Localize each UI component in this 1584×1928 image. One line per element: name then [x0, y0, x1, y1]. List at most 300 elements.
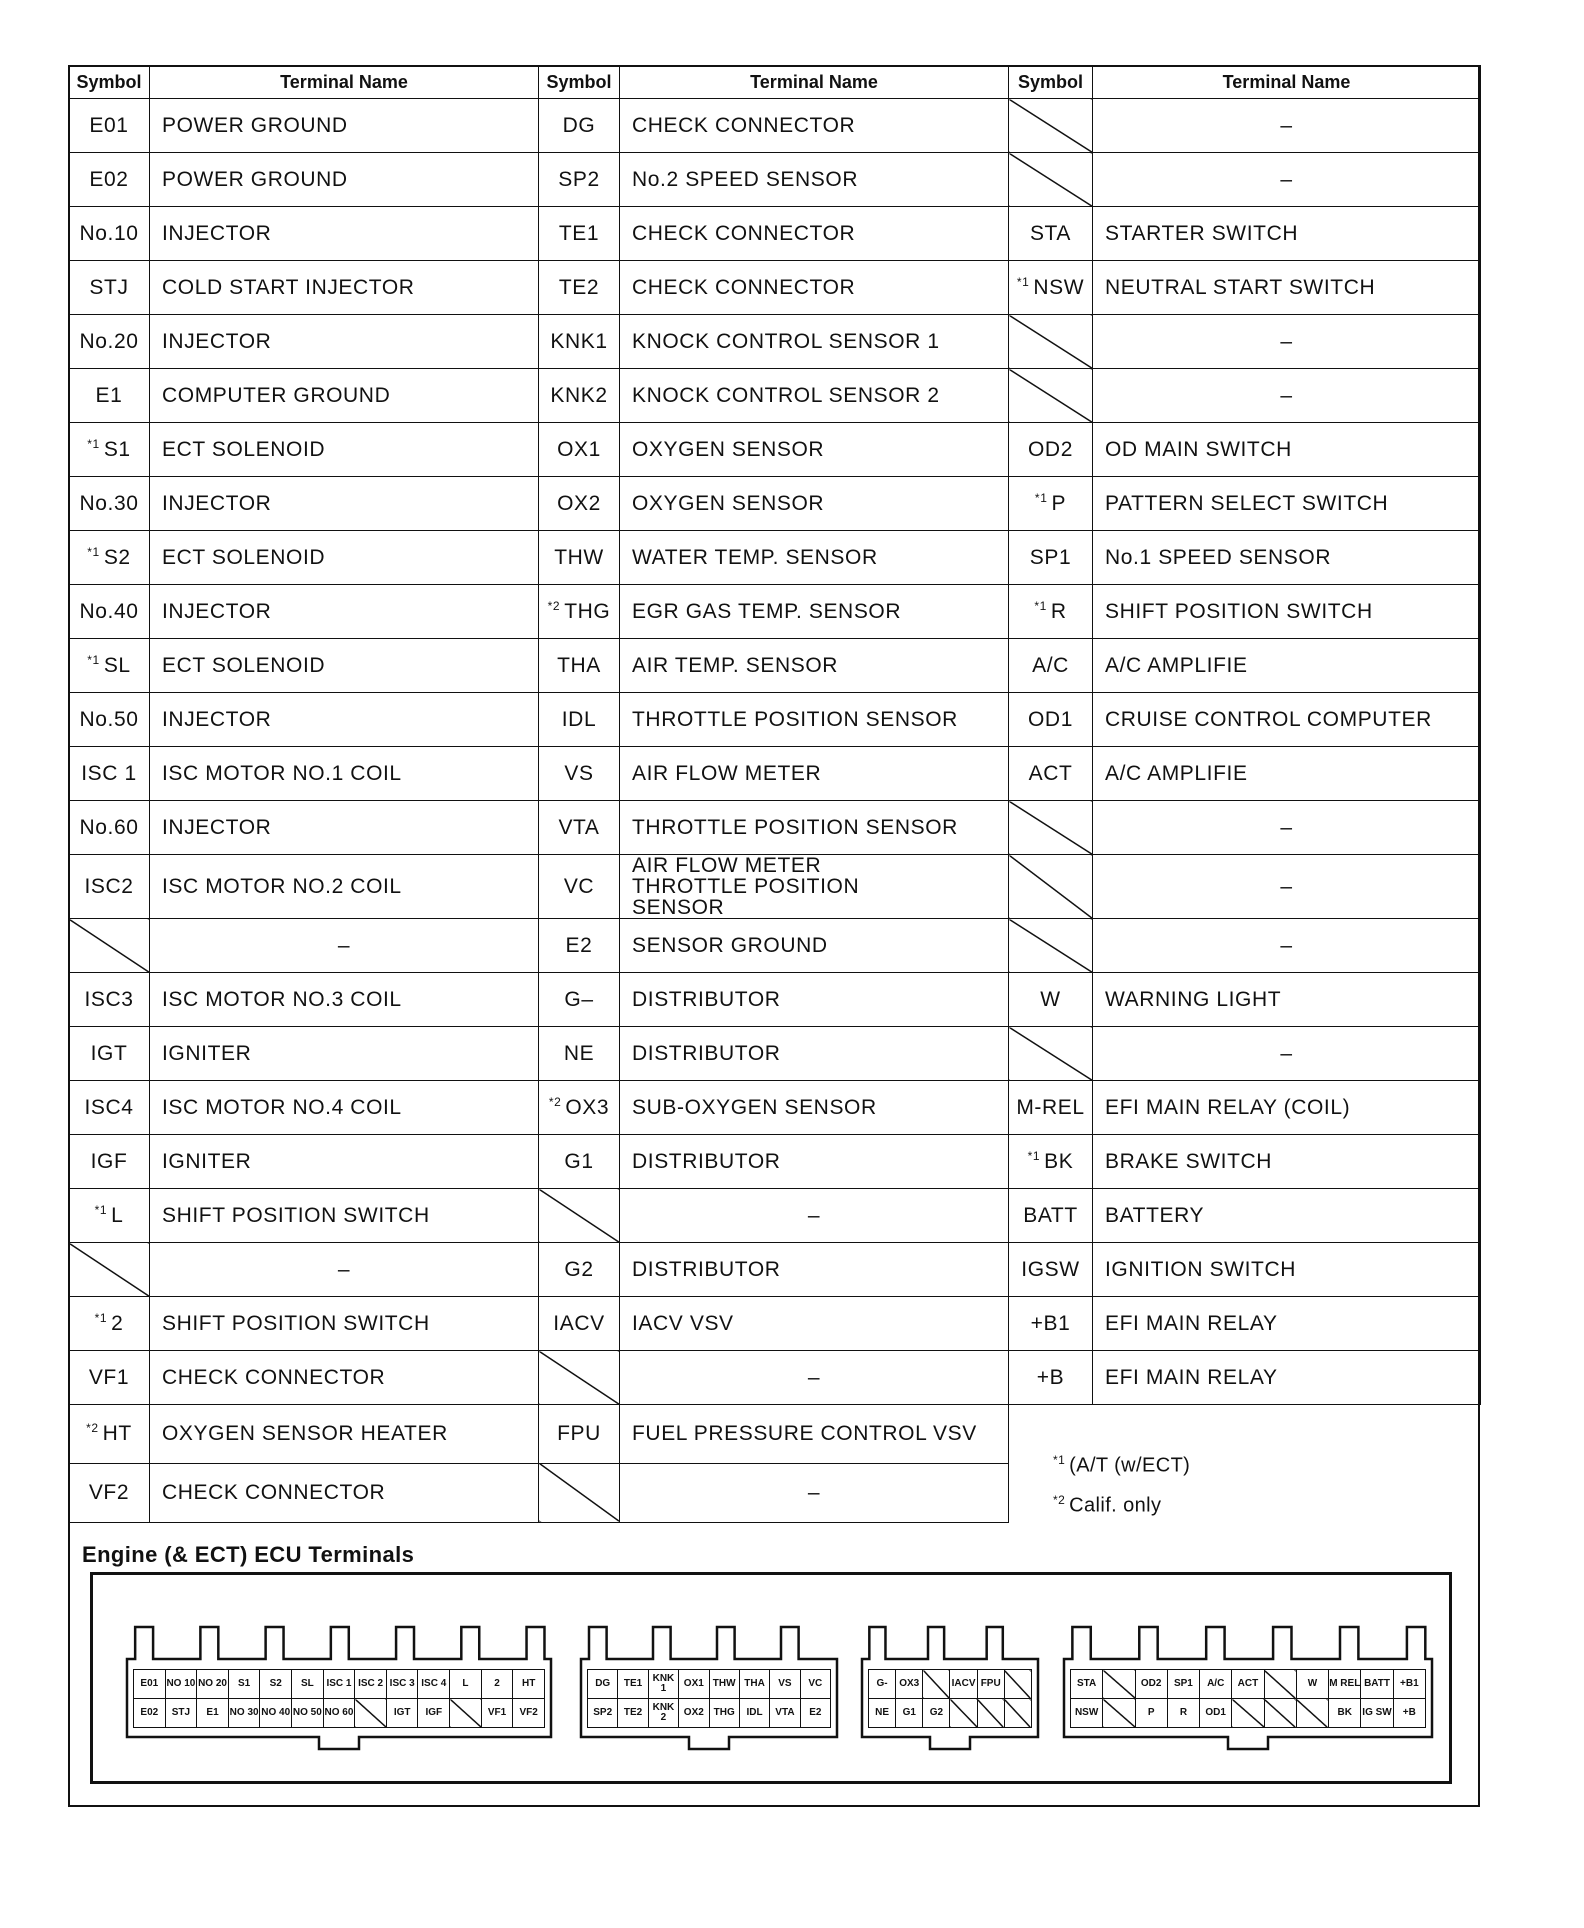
terminal-name-cell — [150, 153, 539, 207]
footnotes — [1009, 1405, 1481, 1523]
terminal-name-cell — [150, 1189, 539, 1243]
pin-empty — [1103, 1699, 1135, 1728]
terminal-name-cell — [1093, 639, 1481, 693]
symbol-text: A/C — [1032, 653, 1069, 677]
pin: IG SW — [1361, 1699, 1393, 1728]
terminal-name-header: Terminal Name — [150, 66, 539, 99]
symbol-text: IGSW — [1021, 1257, 1080, 1281]
terminal-name-cell — [1093, 1027, 1481, 1081]
table-row — [69, 1135, 1481, 1189]
symbol-cell — [1009, 1189, 1093, 1243]
pin: THG — [709, 1699, 739, 1728]
terminal-name-cell — [150, 1027, 539, 1081]
symbol-text: R — [1050, 600, 1067, 623]
symbol-cell-empty — [539, 1189, 620, 1243]
pin-empty — [355, 1699, 387, 1728]
terminal-name-text: AIR TEMP. SENSOR — [632, 653, 839, 677]
terminal-name-text: AIR FLOW METER THROTTLE POSITION SENSOR — [632, 854, 860, 919]
symbol-cell — [1009, 585, 1093, 639]
terminal-name-cell — [150, 1405, 539, 1464]
footnote-mark: *2 — [547, 599, 561, 613]
terminal-name-text: DISTRIBUTOR — [632, 1257, 781, 1281]
pin: IGF — [418, 1699, 450, 1728]
terminal-name-cell — [620, 207, 1009, 261]
symbol-cell — [539, 1297, 620, 1351]
pin: DG — [588, 1670, 618, 1699]
pin: NO 20 — [197, 1670, 229, 1699]
symbol-text: DG — [562, 113, 596, 137]
connector-pins — [133, 1669, 545, 1728]
symbol-cell — [539, 477, 620, 531]
symbol-cell — [69, 1081, 150, 1135]
symbol-cell — [1009, 531, 1093, 585]
pin-empty — [1103, 1670, 1135, 1699]
symbol-cell — [69, 973, 150, 1027]
symbol-text: No.50 — [79, 707, 139, 731]
pin: HT — [513, 1670, 545, 1699]
table-row — [69, 477, 1481, 531]
terminal-name-cell — [620, 801, 1009, 855]
pin-empty — [450, 1699, 482, 1728]
symbol-cell — [1009, 1297, 1093, 1351]
symbol-cell-empty — [539, 1351, 620, 1405]
pin: S2 — [260, 1670, 292, 1699]
terminal-name-text: ECT SOLENOID — [162, 545, 326, 569]
symbol-text: No.40 — [79, 599, 139, 623]
pin-row — [1071, 1699, 1426, 1728]
terminal-name-cell — [150, 1297, 539, 1351]
symbol-cell — [539, 1027, 620, 1081]
pin: IGT — [386, 1699, 418, 1728]
terminal-name-text: CHECK CONNECTOR — [162, 1480, 386, 1504]
terminal-name-cell — [620, 1405, 1009, 1464]
pin-row — [588, 1699, 831, 1728]
symbol-cell — [539, 1135, 620, 1189]
dash-text: – — [1280, 383, 1293, 407]
terminal-name-text: IGNITER — [162, 1041, 252, 1065]
terminal-name-cell — [150, 1081, 539, 1135]
terminal-name-cell — [1093, 585, 1481, 639]
symbol-text: E01 — [89, 113, 129, 137]
symbol-text: SL — [103, 654, 131, 677]
symbol-cell — [1009, 477, 1093, 531]
terminal-name-text: INJECTOR — [162, 491, 272, 515]
terminal-name-text: FUEL PRESSURE CONTROL VSV — [632, 1421, 977, 1445]
terminal-name-text: BRAKE SWITCH — [1105, 1149, 1273, 1173]
symbol-cell — [539, 369, 620, 423]
pin: G2 — [923, 1699, 950, 1728]
terminal-name-text: SHIFT POSITION SWITCH — [1105, 599, 1373, 623]
terminal-name-cell — [150, 639, 539, 693]
terminal-name-cell — [150, 99, 539, 153]
symbol-cell — [539, 207, 620, 261]
terminal-name-cell — [620, 747, 1009, 801]
terminal-name-cell — [620, 261, 1009, 315]
pin: E1 — [197, 1699, 229, 1728]
symbol-text: P — [1051, 492, 1067, 515]
pin: OX1 — [679, 1670, 709, 1699]
terminal-name-text: SUB-OXYGEN SENSOR — [632, 1095, 877, 1119]
terminal-name-cell — [620, 693, 1009, 747]
terminal-name-cell — [1093, 531, 1481, 585]
terminal-name-text: ECT SOLENOID — [162, 653, 326, 677]
symbol-cell — [1009, 693, 1093, 747]
pin: KNK 1 — [648, 1670, 678, 1699]
terminal-name-text: SHIFT POSITION SWITCH — [162, 1203, 430, 1227]
pin: A/C — [1200, 1670, 1232, 1699]
terminal-name-cell — [150, 1135, 539, 1189]
symbol-header: Symbol — [69, 66, 150, 99]
table-row — [69, 973, 1481, 1027]
symbol-text: IACV — [553, 1311, 605, 1335]
symbol-cell-empty — [1009, 855, 1093, 919]
terminal-name-text: EFI MAIN RELAY — [1105, 1365, 1278, 1389]
pin-empty — [1004, 1699, 1031, 1728]
terminal-name-text: POWER GROUND — [162, 167, 348, 191]
terminal-name-cell — [1093, 261, 1481, 315]
pin-empty — [1264, 1699, 1296, 1728]
symbol-cell — [69, 1405, 150, 1464]
symbol-header: Symbol — [1009, 66, 1093, 99]
table-row — [69, 585, 1481, 639]
terminal-name-text: DISTRIBUTOR — [632, 1149, 781, 1173]
pin: NSW — [1071, 1699, 1103, 1728]
symbol-text: ACT — [1028, 761, 1073, 785]
terminal-name-cell — [620, 855, 1009, 919]
symbol-cell — [539, 973, 620, 1027]
terminal-name-text: CHECK CONNECTOR — [632, 221, 856, 245]
ecu-connector — [121, 1597, 557, 1769]
symbol-cell — [1009, 207, 1093, 261]
terminal-name-text: IACV VSV — [632, 1311, 734, 1335]
terminal-name-cell — [620, 919, 1009, 973]
terminal-name-text: OXYGEN SENSOR — [632, 491, 825, 515]
footnote — [1053, 1483, 1481, 1523]
terminal-name-text: A/C AMPLIFIE — [1105, 653, 1248, 677]
terminal-name-text: ISC MOTOR NO.2 COIL — [162, 874, 402, 898]
terminal-name-cell — [150, 1243, 539, 1297]
terminal-name-text: EGR GAS TEMP. SENSOR — [632, 599, 902, 623]
symbol-header: Symbol — [539, 66, 620, 99]
symbol-cell — [1009, 747, 1093, 801]
symbol-cell — [1009, 1243, 1093, 1297]
pin: R — [1167, 1699, 1199, 1728]
symbol-cell — [539, 1405, 620, 1464]
terminal-name-cell — [1093, 855, 1481, 919]
symbol-cell-empty — [539, 1463, 620, 1522]
pin: IDL — [739, 1699, 769, 1728]
terminal-name-text: WARNING LIGHT — [1105, 987, 1282, 1011]
pin: NO 50 — [292, 1699, 324, 1728]
table-row — [69, 1243, 1481, 1297]
dash-text: – — [1280, 874, 1293, 898]
terminal-name-text: ISC MOTOR NO.3 COIL — [162, 987, 402, 1011]
symbol-cell — [69, 261, 150, 315]
terminal-name-text: INJECTOR — [162, 329, 272, 353]
terminal-name-text: WATER TEMP. SENSOR — [632, 545, 878, 569]
table-row — [69, 639, 1481, 693]
table-row — [69, 261, 1481, 315]
dash-text: – — [807, 1480, 821, 1504]
symbol-cell — [69, 1135, 150, 1189]
symbol-text: BK — [1044, 1150, 1074, 1173]
table-row — [69, 747, 1481, 801]
symbol-text: OD1 — [1028, 707, 1073, 731]
terminal-name-text: AIR FLOW METER — [632, 761, 822, 785]
pin: SP1 — [1167, 1670, 1199, 1699]
terminal-name-cell — [150, 585, 539, 639]
table-row — [69, 1189, 1481, 1243]
pin-row — [1071, 1670, 1426, 1699]
symbol-cell — [539, 315, 620, 369]
table-row — [69, 315, 1481, 369]
symbol-cell — [539, 1243, 620, 1297]
pin: BATT — [1361, 1670, 1393, 1699]
terminal-name-header: Terminal Name — [620, 66, 1009, 99]
pin-row — [869, 1699, 1032, 1728]
dash-text: – — [337, 1257, 351, 1281]
pin: +B — [1393, 1699, 1425, 1728]
symbol-text: 2 — [111, 1312, 124, 1335]
symbol-text: THW — [554, 545, 604, 569]
terminal-name-cell — [1093, 747, 1481, 801]
footnote-mark: *1 — [94, 1203, 108, 1217]
pin: SL — [292, 1670, 324, 1699]
footnote-mark: *1 — [1027, 1149, 1041, 1163]
symbol-text: No.30 — [79, 491, 139, 515]
symbol-cell — [1009, 1081, 1093, 1135]
symbol-text: ISC 1 — [81, 761, 137, 785]
terminal-name-cell — [1093, 1081, 1481, 1135]
symbol-text: E02 — [89, 167, 129, 191]
symbol-cell — [539, 99, 620, 153]
pin: 2 — [481, 1670, 513, 1699]
terminal-name-text: COMPUTER GROUND — [162, 383, 391, 407]
terminal-name-text: DISTRIBUTOR — [632, 987, 781, 1011]
terminal-name-cell — [1093, 973, 1481, 1027]
symbol-text: TE2 — [558, 275, 600, 299]
symbol-cell — [69, 585, 150, 639]
symbol-cell — [539, 423, 620, 477]
terminal-name-cell — [620, 1135, 1009, 1189]
symbol-cell — [539, 153, 620, 207]
terminal-name-text: CHECK CONNECTOR — [162, 1365, 386, 1389]
terminal-name-cell — [620, 973, 1009, 1027]
symbol-text: IGT — [90, 1041, 128, 1065]
terminal-name-text: SHIFT POSITION SWITCH — [162, 1311, 430, 1335]
symbol-cell — [69, 531, 150, 585]
symbol-cell — [539, 919, 620, 973]
symbol-cell — [1009, 973, 1093, 1027]
pin: NO 10 — [165, 1670, 197, 1699]
terminal-name-cell — [1093, 477, 1481, 531]
symbol-text: OX1 — [557, 437, 601, 461]
dash-text: – — [1280, 113, 1293, 137]
terminal-name-cell — [150, 747, 539, 801]
symbol-cell — [69, 207, 150, 261]
symbol-cell — [69, 477, 150, 531]
symbol-cell — [69, 153, 150, 207]
symbol-cell — [69, 1463, 150, 1522]
symbol-text: No.60 — [79, 815, 139, 839]
pin: E02 — [134, 1699, 166, 1728]
terminal-name-text: OXYGEN SENSOR — [632, 437, 825, 461]
symbol-cell-empty — [69, 919, 150, 973]
terminal-name-cell — [1093, 1351, 1481, 1405]
symbol-text: +B1 — [1030, 1311, 1071, 1335]
pin: IACV — [950, 1670, 977, 1699]
footnote — [1053, 1443, 1481, 1483]
symbol-text: E1 — [95, 383, 123, 407]
symbol-text: KNK2 — [550, 383, 608, 407]
terminal-name-cell — [150, 693, 539, 747]
symbol-cell — [69, 801, 150, 855]
pin: +B1 — [1393, 1670, 1425, 1699]
terminal-name-cell — [1093, 1243, 1481, 1297]
footnote-mark: *1 — [87, 653, 100, 667]
symbol-cell — [539, 747, 620, 801]
symbol-text: S2 — [103, 546, 131, 569]
symbol-text: STA — [1029, 221, 1072, 245]
table-row — [69, 531, 1481, 585]
ecu-terminals-diagram — [90, 1572, 1452, 1784]
table-row — [69, 153, 1481, 207]
terminal-name-cell — [150, 531, 539, 585]
ecu-connector — [575, 1597, 843, 1769]
pin: STA — [1071, 1670, 1103, 1699]
symbol-cell-empty — [1009, 801, 1093, 855]
symbol-text: G2 — [564, 1257, 594, 1281]
terminal-name-text: THROTTLE POSITION SENSOR — [632, 707, 958, 731]
terminal-name-text: CHECK CONNECTOR — [632, 113, 856, 137]
terminal-name-text: KNOCK CONTROL SENSOR 1 — [632, 329, 940, 353]
terminal-name-text: IGNITER — [162, 1149, 252, 1173]
terminal-name-cell — [1093, 919, 1481, 973]
ecu-terminals-title: Engine (& ECT) ECU Terminals — [82, 1542, 415, 1567]
symbol-cell — [69, 423, 150, 477]
pin: P — [1135, 1699, 1167, 1728]
symbol-text: THA — [557, 653, 601, 677]
pin: VTA — [770, 1699, 800, 1728]
pin: OD2 — [1135, 1670, 1167, 1699]
terminal-name-cell — [150, 855, 539, 919]
terminal-name-cell — [150, 1351, 539, 1405]
terminal-name-text: No.2 SPEED SENSOR — [632, 167, 859, 191]
pin: ISC 4 — [418, 1670, 450, 1699]
terminal-name-cell — [620, 1351, 1009, 1405]
symbol-text: W — [1040, 987, 1061, 1011]
terminal-name-cell — [620, 1081, 1009, 1135]
terminal-name-text: EFI MAIN RELAY — [1105, 1311, 1278, 1335]
pin-empty — [977, 1699, 1004, 1728]
terminal-name-cell — [620, 1463, 1009, 1522]
pin: ISC 2 — [355, 1670, 387, 1699]
terminal-name-text: No.1 SPEED SENSOR — [1105, 545, 1332, 569]
symbol-text: VS — [564, 761, 594, 785]
table-row — [69, 1297, 1481, 1351]
pin: E2 — [800, 1699, 830, 1728]
symbol-cell — [539, 261, 620, 315]
terminal-name-cell — [1093, 801, 1481, 855]
terminal-name-text: INJECTOR — [162, 599, 272, 623]
pin-empty — [923, 1670, 950, 1699]
dash-text: – — [1280, 329, 1293, 353]
terminal-name-text: INJECTOR — [162, 221, 272, 245]
footnote-mark: *1 — [1053, 1453, 1066, 1467]
terminal-name-text: ISC MOTOR NO.4 COIL — [162, 1095, 402, 1119]
symbol-text: ISC3 — [84, 987, 134, 1011]
symbol-cell — [69, 747, 150, 801]
terminal-name-cell — [620, 1027, 1009, 1081]
pin: W — [1296, 1670, 1328, 1699]
terminal-name-cell — [620, 477, 1009, 531]
terminal-name-cell — [150, 973, 539, 1027]
pin: BK — [1329, 1699, 1361, 1728]
table-row — [69, 99, 1481, 153]
terminal-name-cell — [620, 423, 1009, 477]
terminal-name-text: THROTTLE POSITION SENSOR — [632, 815, 958, 839]
terminal-name-text: DISTRIBUTOR — [632, 1041, 781, 1065]
terminal-name-header: Terminal Name — [1093, 66, 1481, 99]
symbol-cell — [69, 693, 150, 747]
symbol-cell — [69, 639, 150, 693]
symbol-cell-empty — [69, 1243, 150, 1297]
symbol-text: OX3 — [565, 1096, 610, 1119]
symbol-text: STJ — [89, 275, 129, 299]
dash-text: – — [337, 933, 351, 957]
symbol-text: IDL — [561, 707, 597, 731]
symbol-cell — [1009, 423, 1093, 477]
symbol-cell — [69, 1297, 150, 1351]
pin: NO 30 — [228, 1699, 260, 1728]
terminal-name-cell — [620, 1243, 1009, 1297]
terminal-name-cell — [1093, 1297, 1481, 1351]
pin: S1 — [228, 1670, 260, 1699]
pin-empty — [1296, 1699, 1328, 1728]
terminal-name-cell — [1093, 207, 1481, 261]
terminal-name-text: PATTERN SELECT SWITCH — [1105, 491, 1389, 515]
symbol-text: BATT — [1023, 1203, 1078, 1227]
pin-empty — [950, 1699, 977, 1728]
symbol-text: HT — [102, 1422, 132, 1446]
symbol-text: FPU — [557, 1421, 601, 1445]
table-header-row — [69, 66, 1481, 99]
pin-empty — [1004, 1670, 1031, 1699]
terminal-name-cell — [1093, 693, 1481, 747]
footnote-mark: *1 — [1016, 275, 1030, 289]
pin-row — [134, 1699, 545, 1728]
terminal-name-cell — [150, 1463, 539, 1522]
pin: FPU — [977, 1670, 1004, 1699]
footnote-text: Calif. only — [1069, 1494, 1162, 1517]
symbol-cell-empty — [1009, 99, 1093, 153]
table-row — [69, 801, 1481, 855]
dash-text: – — [807, 1203, 821, 1227]
symbol-text: THG — [564, 600, 611, 623]
pin-row — [134, 1670, 545, 1699]
symbol-text: No.20 — [79, 329, 139, 353]
dash-text: – — [807, 1365, 821, 1389]
symbol-cell — [539, 693, 620, 747]
symbol-text: ISC2 — [84, 874, 134, 898]
symbol-text: G– — [564, 987, 594, 1011]
pin: ACT — [1232, 1670, 1264, 1699]
terminal-name-cell — [620, 585, 1009, 639]
terminal-name-cell — [1093, 315, 1481, 369]
pin: NE — [869, 1699, 896, 1728]
terminal-table — [68, 65, 1481, 1523]
symbol-text: VF2 — [88, 1480, 130, 1504]
